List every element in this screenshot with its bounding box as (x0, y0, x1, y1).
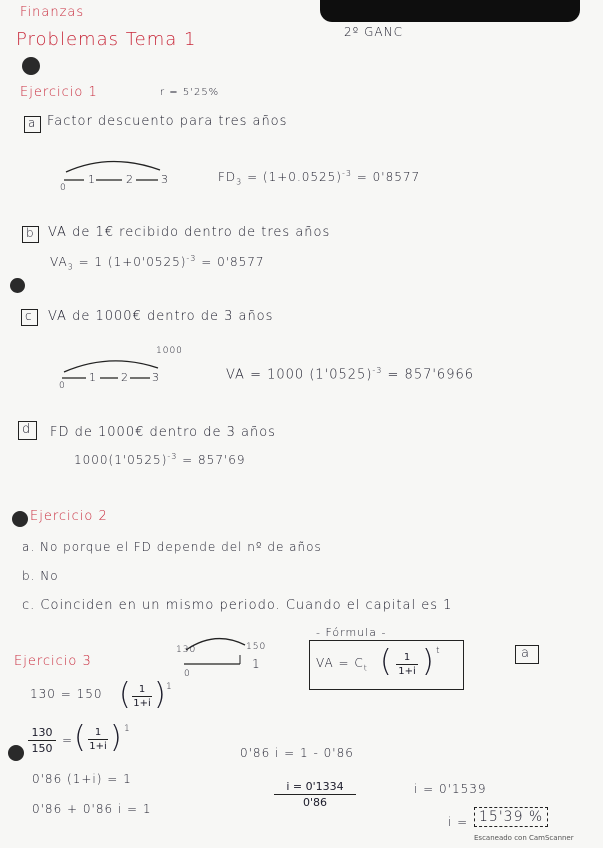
timeline-c-t0: 0 (59, 381, 66, 391)
exercise-2-answer-a: a. No porque el FD depende del nº de años (22, 540, 322, 554)
equation-2-right-fraction: 1 1+i (89, 727, 107, 752)
equation-1-paren-open: ( (119, 677, 131, 712)
part-c-formula: VA = 1000 $(1'0525)^{-3} = 857'6966$ (226, 366, 475, 383)
exercise-1-rate: r = 5'25% (160, 87, 220, 98)
equation-2-left-fraction: 130 150 (28, 726, 56, 755)
equation-3: 0'86 (1+i) = 1 (32, 772, 132, 786)
part-a-letter: a (28, 116, 37, 130)
equation-1-left: 130 = 150 (30, 687, 103, 701)
part-c-title: VA de 1000€ dentro de 3 años (48, 309, 274, 324)
formula-paren-close: ) (422, 644, 434, 679)
timeline-3-t1: 1 (252, 657, 261, 671)
exercise-3-label: Ejercicio 3 (14, 654, 92, 669)
timeline-c-t2: 2 (121, 371, 129, 384)
equation-4: 0'86 + 0'86 i = 1 (32, 802, 152, 816)
exercise-2-answer-c: c. Coinciden en un mismo periodo. Cuando el capital es 1 (22, 598, 453, 613)
part-c-letter: c (25, 309, 33, 323)
equation-1-exponent: 1 (166, 682, 173, 692)
equation-6-fraction: i = 0'1334 0'86 (274, 780, 356, 809)
part-b-formula: $VA_3 = 1$ $(1+0'0525)^{-3} = 0'8577$ (50, 254, 265, 272)
part-d-letter: d (22, 422, 32, 437)
timeline-c-amount: 1000 (156, 346, 183, 356)
final-result-prefix: i = (448, 815, 469, 829)
equation-1-paren-close: ) (154, 677, 166, 712)
part-d-formula: $1000(1'0525)^{-3} = 857'69$ (74, 452, 246, 467)
formula-exponent: t (436, 646, 441, 656)
part-d-title: FD de 1000€ dentro de 3 años (50, 425, 276, 440)
timeline-c-t3: 3 (152, 371, 160, 384)
timeline-c-t1: 1 (89, 371, 97, 384)
timeline-a-t3: 3 (161, 173, 169, 186)
page-title: Problemas Tema 1 (16, 29, 197, 50)
part-a-title: Factor descuento para tres años (47, 114, 288, 129)
timeline-3-t0: 0 (184, 669, 191, 679)
formula-paren-open: ( (380, 644, 392, 679)
formula-va: VA = $C_t$ (316, 656, 368, 673)
equation-2-paren-open: ( (74, 720, 86, 755)
exercise-1-label: Ejercicio 1 (20, 85, 98, 100)
equation-1-fraction: 1 1+i (133, 684, 151, 709)
equation-2-paren-close: ) (110, 720, 122, 755)
formula-title: - Fórmula - (316, 626, 387, 639)
scanner-watermark: Escaneado con CamScanner (474, 834, 574, 842)
part-b-letter: b (26, 226, 35, 240)
exercise-2-answer-b: b. No (22, 569, 59, 583)
timeline-a-t1: 1 (88, 173, 96, 186)
timeline-3-left-amount: 130 (176, 645, 197, 655)
equation-5: 0'86 i = 1 - 0'86 (240, 746, 354, 760)
part-b-title: VA de 1€ recibido dentro de tres años (48, 225, 331, 240)
timeline-3-right-amount: 150 (246, 642, 267, 652)
equation-2-exponent: 1 (124, 724, 131, 734)
exercise-2-label: Ejercicio 2 (30, 509, 108, 524)
part-a-formula: $FD_3 = (1+0.0525)^{-3} = 0'8577$ (218, 169, 421, 187)
equation-2-equals: = (62, 733, 74, 747)
equation-7: i = 0'1539 (414, 782, 487, 796)
exercise-3-part-a-letter: a (521, 646, 530, 661)
timeline-a-t2: 2 (126, 173, 134, 186)
final-result-box: 15'39 % (474, 807, 548, 827)
course-label: 2º GANC (344, 25, 403, 39)
timeline-a-t0: 0 (60, 183, 67, 193)
subject-heading: Finanzas (20, 5, 85, 20)
formula-fraction: 1 1+i (396, 652, 418, 677)
